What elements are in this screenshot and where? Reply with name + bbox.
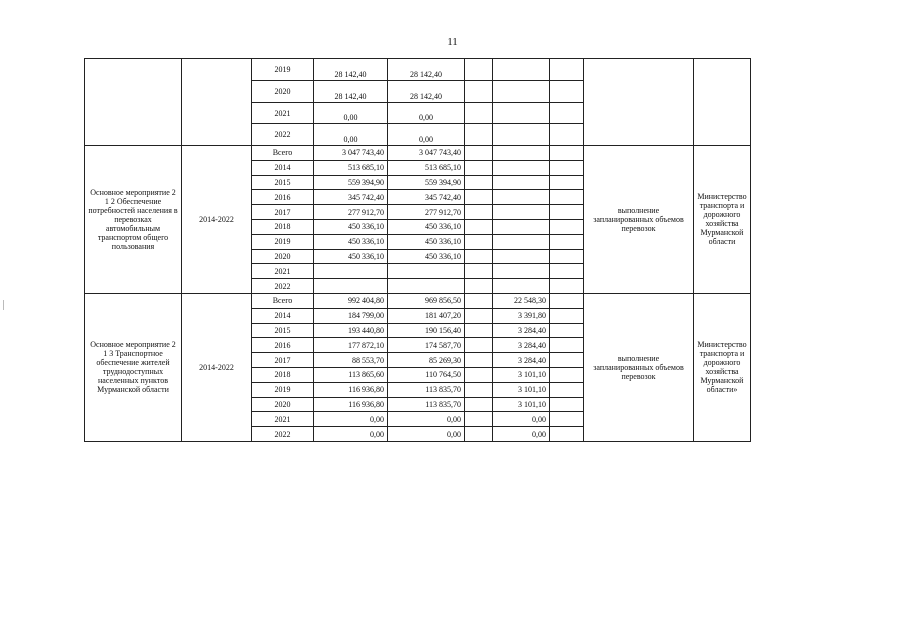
empty-cell [465,293,493,308]
empty-cell [550,382,584,397]
year-cell: 2022 [252,124,314,146]
period-cell: 2014-2022 [182,293,252,441]
indicator-cell: выполнение запланированных объемов перевозок [584,293,694,441]
empty-cell [465,59,493,81]
measure-name-cell: Основное мероприятие 2 1 3 Транспортное обеспечение жителей труднодоступных населенных пунктов Мурманской области [85,293,182,441]
empty-cell [465,175,493,190]
regional-cell: 969 856,50 [388,293,465,308]
empty-cell [550,219,584,234]
continuation-executor-cell [694,59,751,146]
empty-cell [465,103,493,124]
empty-cell [550,103,584,124]
empty-cell [550,175,584,190]
empty-cell [465,190,493,205]
regional-cell: 28 142,40 [388,59,465,81]
regional-cell: 174 587,70 [388,338,465,353]
year-cell: 2021 [252,103,314,124]
total-cell: 450 336,10 [314,249,388,264]
year-cell: 2015 [252,175,314,190]
empty-cell [550,264,584,279]
year-cell: 2022 [252,279,314,294]
total-cell: 345 742,40 [314,190,388,205]
empty-cell [550,412,584,427]
regional-cell: 0,00 [388,427,465,442]
empty-cell [465,338,493,353]
empty-cell [465,382,493,397]
executor-cell: Министерство транспорта и дорожного хозяйства Мурманской области [694,146,751,294]
empty-cell [465,124,493,146]
total-cell: 450 336,10 [314,234,388,249]
year-cell: 2019 [252,382,314,397]
empty-cell [465,146,493,161]
federal-cell [493,124,550,146]
regional-cell: 0,00 [388,124,465,146]
total-cell: 513 685,10 [314,160,388,175]
year-cell: 2020 [252,249,314,264]
federal-cell: 22 548,30 [493,293,550,308]
empty-cell [550,308,584,323]
year-cell: 2019 [252,59,314,81]
federal-cell: 3 284,40 [493,353,550,368]
total-cell: 28 142,40 [314,81,388,103]
regional-cell: 450 336,10 [388,234,465,249]
year-cell: Всего [252,293,314,308]
total-cell: 992 404,80 [314,293,388,308]
empty-cell [550,323,584,338]
regional-cell: 28 142,40 [388,81,465,103]
empty-cell [550,397,584,412]
year-cell: 2014 [252,160,314,175]
year-cell: 2017 [252,353,314,368]
regional-cell [388,264,465,279]
empty-cell [465,308,493,323]
federal-cell [493,190,550,205]
empty-cell [550,279,584,294]
total-cell: 177 872,10 [314,338,388,353]
total-cell: 193 440,80 [314,323,388,338]
federal-cell [493,279,550,294]
regional-cell: 85 269,30 [388,353,465,368]
total-cell [314,264,388,279]
total-cell: 184 799,00 [314,308,388,323]
year-cell: 2018 [252,219,314,234]
regional-cell: 190 156,40 [388,323,465,338]
empty-cell [465,279,493,294]
federal-cell [493,81,550,103]
federal-cell [493,175,550,190]
executor-cell: Министерство транспорта и дорожного хозяйства Мурманской области» [694,293,751,441]
total-cell: 559 394,90 [314,175,388,190]
empty-cell [550,234,584,249]
year-cell: 2016 [252,190,314,205]
federal-cell: 3 391,80 [493,308,550,323]
year-cell: 2021 [252,412,314,427]
empty-cell [550,146,584,161]
regional-cell: 0,00 [388,412,465,427]
total-cell: 0,00 [314,412,388,427]
empty-cell [465,249,493,264]
federal-cell: 3 284,40 [493,338,550,353]
regional-cell: 181 407,20 [388,308,465,323]
year-cell: 2020 [252,81,314,103]
continuation-period-cell [182,59,252,146]
regional-cell: 277 912,70 [388,205,465,220]
empty-cell [465,234,493,249]
year-cell: Всего [252,146,314,161]
regional-cell: 113 835,70 [388,397,465,412]
empty-cell [465,412,493,427]
empty-cell [550,59,584,81]
total-cell: 28 142,40 [314,59,388,81]
federal-cell [493,103,550,124]
empty-cell [465,160,493,175]
federal-cell: 3 101,10 [493,382,550,397]
year-cell: 2020 [252,397,314,412]
empty-cell [550,293,584,308]
continuation-indicator-cell [584,59,694,146]
empty-cell [550,427,584,442]
empty-cell [550,124,584,146]
total-cell [314,279,388,294]
year-cell: 2022 [252,427,314,442]
empty-cell [465,219,493,234]
regional-cell: 0,00 [388,103,465,124]
regional-cell: 450 336,10 [388,219,465,234]
year-cell: 2018 [252,367,314,382]
indicator-cell: выполнение запланированных объемов перевозок [584,146,694,294]
program-table [84,58,751,442]
total-cell: 0,00 [314,124,388,146]
federal-cell [493,234,550,249]
total-cell: 277 912,70 [314,205,388,220]
empty-cell [465,264,493,279]
federal-cell [493,146,550,161]
total-cell: 116 936,80 [314,382,388,397]
continuation-row [85,59,751,81]
regional-cell: 3 047 743,40 [388,146,465,161]
total-cell: 450 336,10 [314,219,388,234]
measure-row [85,146,751,161]
measure-name-cell: Основное мероприятие 2 1 2 Обеспечение потребностей населения в перевозках автомобильным транспортом общего пользования [85,146,182,294]
regional-cell: 450 336,10 [388,249,465,264]
empty-cell [465,205,493,220]
empty-cell [465,397,493,412]
total-cell: 0,00 [314,427,388,442]
empty-cell [550,353,584,368]
empty-cell [550,249,584,264]
year-cell: 2014 [252,308,314,323]
empty-cell [550,367,584,382]
empty-cell [550,205,584,220]
total-cell: 116 936,80 [314,397,388,412]
page-number: 11 [447,36,458,48]
empty-cell [550,190,584,205]
year-cell: 2017 [252,205,314,220]
continuation-measure-cell [85,59,182,146]
period-cell: 2014-2022 [182,146,252,294]
year-cell: 2016 [252,338,314,353]
empty-cell [550,160,584,175]
year-cell: 2015 [252,323,314,338]
total-cell: 3 047 743,40 [314,146,388,161]
empty-cell [465,367,493,382]
regional-cell: 110 764,50 [388,367,465,382]
year-cell: 2019 [252,234,314,249]
total-cell: 0,00 [314,103,388,124]
empty-cell [465,323,493,338]
year-cell: 2021 [252,264,314,279]
regional-cell [388,279,465,294]
federal-cell [493,59,550,81]
empty-cell [550,338,584,353]
empty-cell [465,81,493,103]
regional-cell: 513 685,10 [388,160,465,175]
regional-cell: 113 835,70 [388,382,465,397]
measure-row [85,293,751,308]
total-cell: 113 865,60 [314,367,388,382]
federal-cell [493,249,550,264]
empty-cell [465,427,493,442]
federal-cell [493,160,550,175]
federal-cell: 0,00 [493,412,550,427]
federal-cell: 3 101,10 [493,367,550,382]
federal-cell: 3 101,10 [493,397,550,412]
scan-mark [3,300,4,310]
federal-cell: 0,00 [493,427,550,442]
regional-cell: 559 394,90 [388,175,465,190]
empty-cell [550,81,584,103]
total-cell: 88 553,70 [314,353,388,368]
federal-cell [493,205,550,220]
empty-cell [465,353,493,368]
federal-cell [493,264,550,279]
federal-cell [493,219,550,234]
regional-cell: 345 742,40 [388,190,465,205]
federal-cell: 3 284,40 [493,323,550,338]
